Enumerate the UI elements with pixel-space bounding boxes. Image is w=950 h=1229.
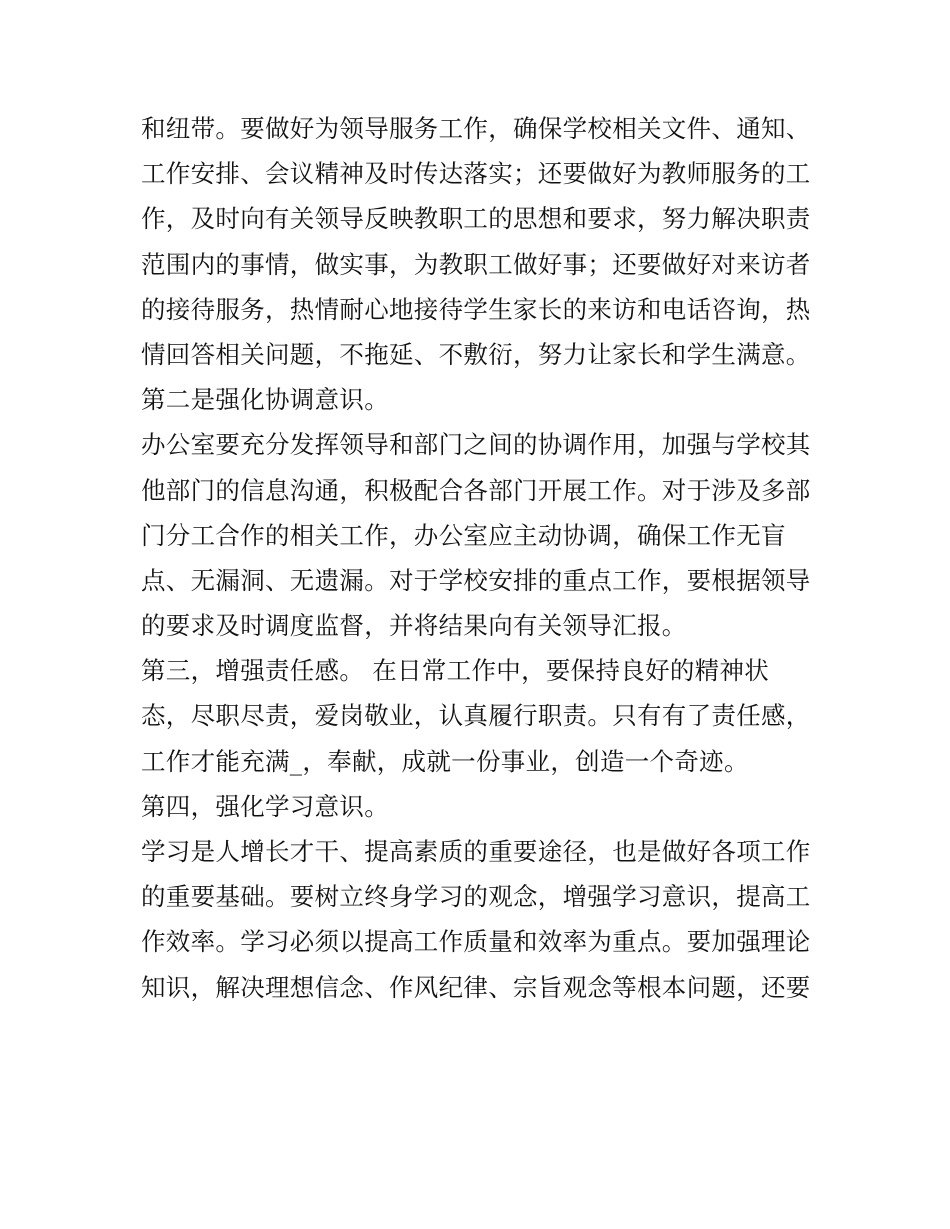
text-line: 的重要基础。要树立终身学习的观念，增强学习意识，提高工 [141,882,811,912]
text-line: 作，及时向有关领导反映教职工的思想和要求，努力解决职责 [141,204,811,234]
text-line: 情回答相关问题，不拖延、不敷衍，努力让家长和学生满意。 [141,339,811,369]
text-line: 和纽带。要做好为领导服务工作，确保学校相关文件、通知、 [141,114,811,143]
text-line: 作效率。学习必须以提高工作质量和效率为重点。要加强理论 [141,927,811,957]
text-line: 知识，解决理想信念、作风纪律、宗旨观念等根本问题，还要 [141,972,811,1002]
text-line: 态，尽职尽责，爱岗敬业，认真履行职责。只有有了责任感， [141,701,811,731]
text-line: 门分工合作的相关工作，办公室应主动协调，确保工作无盲 [141,520,786,550]
body-text [141,106,821,1010]
text-line: 工作才能充满_，奉献，成就一份事业，创造一个奇迹。 [141,746,749,776]
text-line: 学习是人增长才干、提高素质的重要途径，也是做好各项工作 [141,837,811,866]
text-line: 范围内的事情，做实事，为教职工做好事；还要做好对来访者 [141,249,811,279]
text-line: 点、无漏洞、无遗漏。对于学校安排的重点工作，要根据领导 [141,565,811,595]
section-heading: 第三，增强责任感。 在日常工作中，要保持良好的精神状 [141,656,770,686]
text-line: 的接待服务，热情耐心地接待学生家长的来访和电话咨询，热 [141,294,811,324]
section-heading: 第四，强化学习意识。 [141,791,389,821]
text-line: 的要求及时调度监督，并将结果向有关领导汇报。 [141,611,687,641]
text-line: 办公室要充分发挥领导和部门之间的协调作用，加强与学校其 [141,430,811,460]
text-line: 他部门的信息沟通，积极配合各部门开展工作。对于涉及多部 [141,475,811,505]
section-heading: 第二是强化协调意识。 [141,385,389,415]
text-line: 工作安排、会议精神及时传达落实；还要做好为教师服务的工 [141,159,811,189]
